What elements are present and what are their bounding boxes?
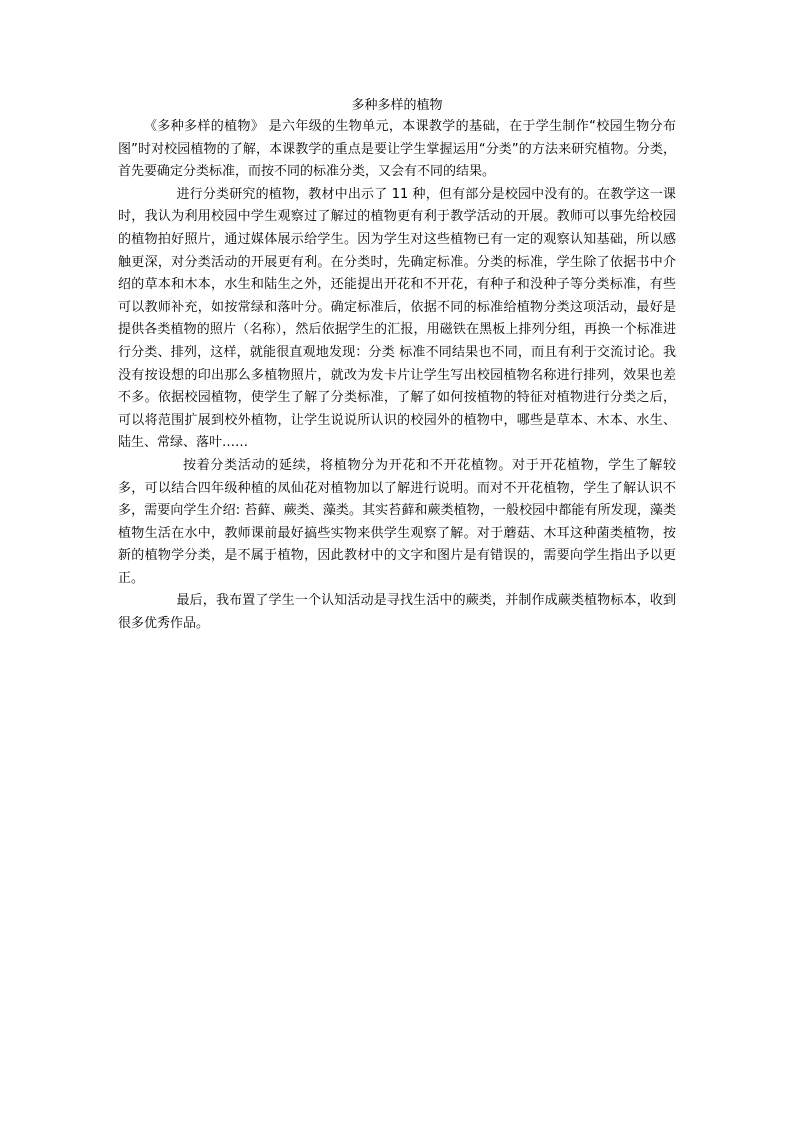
paragraph-1: 《多种多样的植物》 是六年级的生物单元，本课教学的基础，在于学生制作“校园生物分布图”时对校园植物的了解，本课教学的重点是要让学生掌握运用“分类”的方法来研究植物。分类，首先要确定分类标准，而按不同的标准分类，又会有不同的结果。 — [118, 119, 676, 180]
paragraph-4: 最后，我布置了学生一个认知活动是寻找生活中的蕨类，并制作成蕨类植物标本，收到很多优秀作品。 — [118, 593, 676, 632]
document-page — [118, 96, 676, 636]
paragraph-3: 按着分类活动的延续，将植物分为开花和不开花植物。对于开花植物，学生了解较多，可以结合四年级种植的凤仙花对植物加以了解进行说明。而对不开花植物，学生了解认识不多，需要向学生介绍: 苔藓、蕨类、藻类。其实苔藓和蕨类植物，一般校园中都能有所发现，藻类植物生活在水中，教师课前最好搞些实物来供学生观察了解。对于蘑菇、木耳这种菌类植物，按新的植物学分类，是不属于植物，因此教材中的文字和图片是有错误的，需要向学生指出予以更正。 — [118, 457, 676, 586]
document-title: 多种多样的植物 — [351, 98, 443, 113]
paragraph-2: 进行分类研究的植物，教材中出示了 11 种，但有部分是校园中没有的。在教学这一课时，我认为利用校园中学生观察过了解过的植物更有利于教学活动的开展。教师可以事先给校园的植物拍好照片，通过媒体展示给学生。因为学生对这些植物已有一定的观察认知基础，所以感触更深，对分类活动的开展更有利。在分类时，先确定标准。分类的标准，学生除了依据书中介绍的草本和木本，水生和陆生之外，还能提出开花和不开花，有种子和没种子等分类标准，有些可以教师补充，如按常绿和落叶分。确定标准后，依据不同的标准给植物分类这项活动，最好是提供各类植物的照片（名称），然后依据学生的汇报，用磁铁在黑板上排列分组，再换一个标准进行分类、排列，这样，就能很直观地发现：分类 标准不同结果也不同，而且有利于交流讨论。我没有按设想的印出那么多植物照片，就改为发卡片让学生写出校园植物名称进行排列，效果也差不多。依据校园植物，使学生了解了分类标准，了解了如何按植物的特征对植物进行分类之后，可以将范围扩展到校外植物，让学生说说所认识的校园外的植物中，哪些是草本、木本、水生、陆生、常绿、落叶…… — [118, 186, 676, 451]
